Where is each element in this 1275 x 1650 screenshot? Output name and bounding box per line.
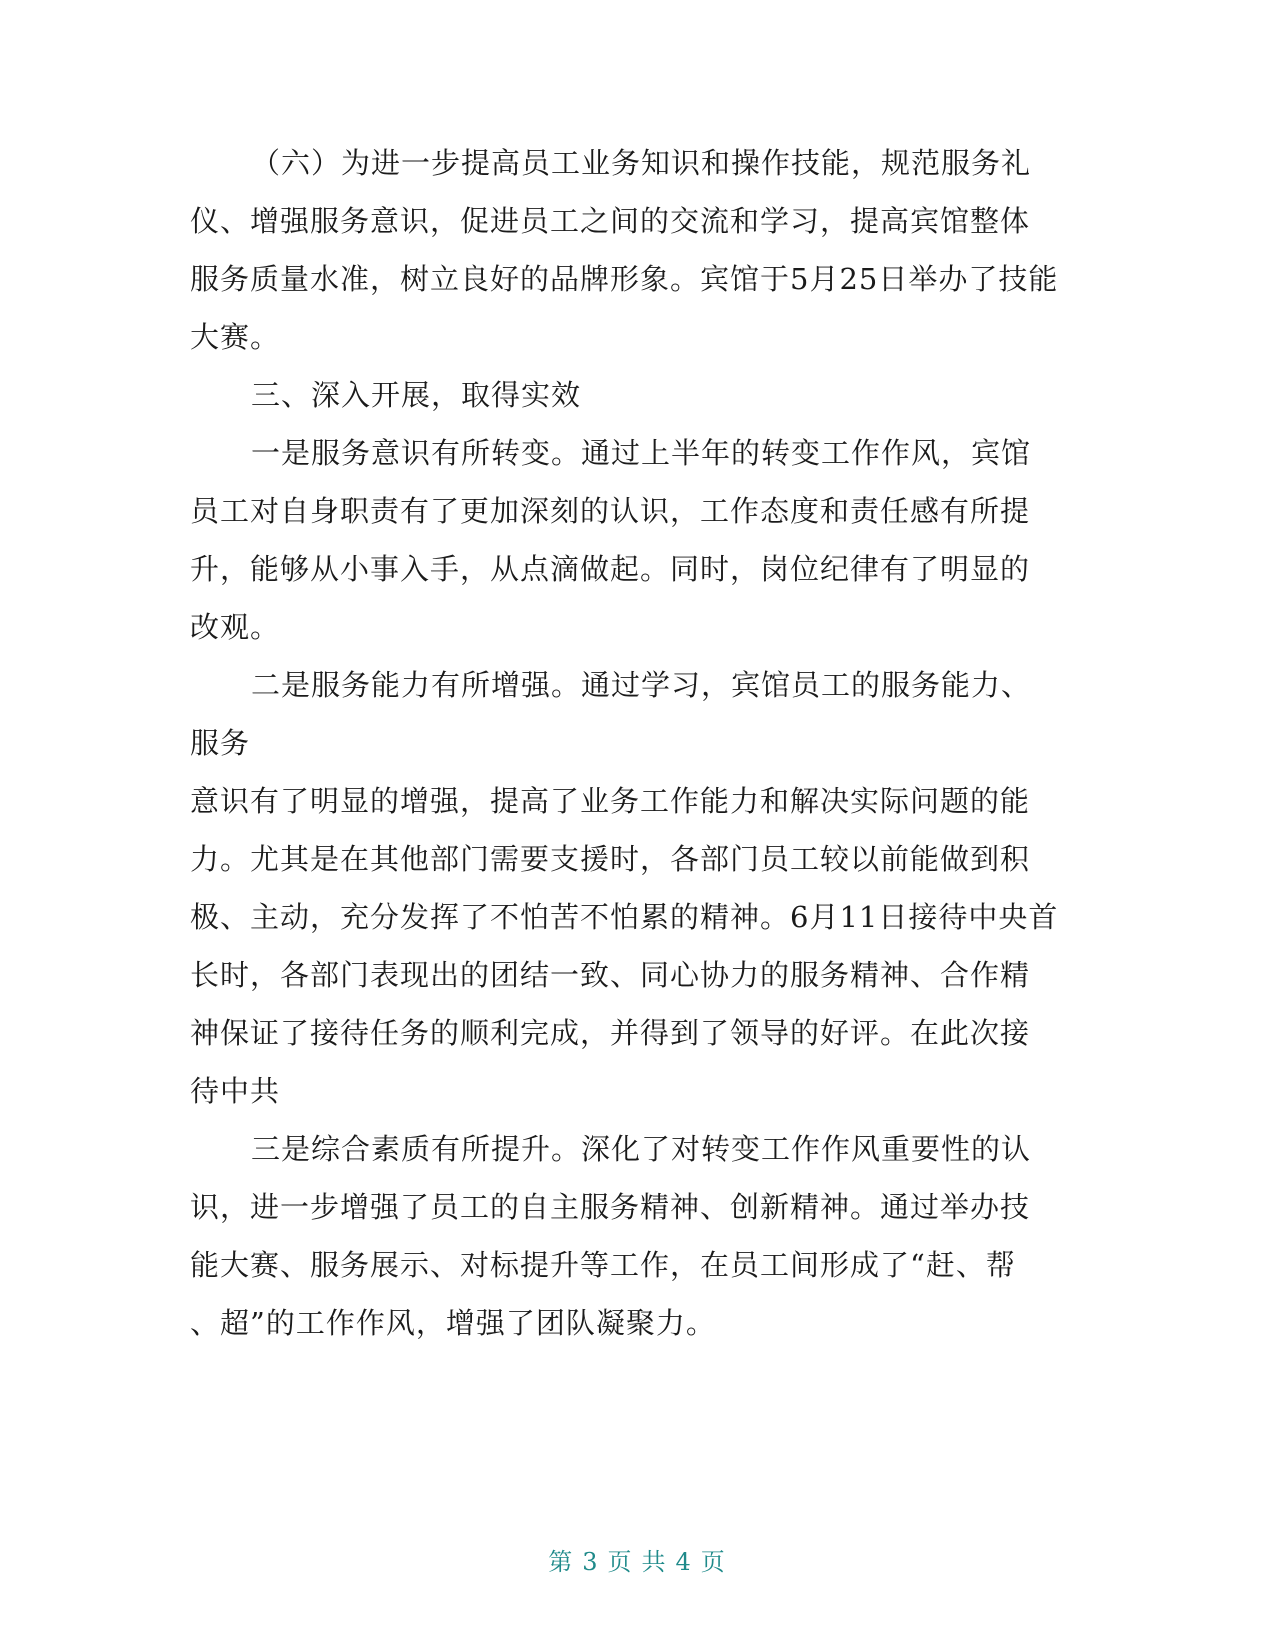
footer-suffix: 页	[700, 1548, 727, 1576]
paragraph-line: 待中共	[190, 1074, 281, 1108]
paragraph-line: 长时，各部门表现出的团结一致、同心协力的服务精神、合作精	[190, 958, 1031, 992]
paragraph-line: 改观。	[190, 610, 281, 644]
paragraph-line: 服务	[190, 726, 251, 760]
footer-page-word: 页	[607, 1548, 634, 1576]
paragraph-line: 意识有了明显的增强，提高了业务工作能力和解决实际问题的能	[190, 784, 1031, 818]
paragraph-line: 三是综合素质有所提升。深化了对转变工作作风重要性的认	[251, 1132, 1032, 1166]
section-heading: 三、深入开展，取得实效	[251, 378, 582, 412]
footer-current-page: 3	[582, 1548, 600, 1576]
paragraph-line: 仪、增强服务意识，促进员工之间的交流和学习，提高宾馆整体	[190, 204, 1031, 238]
paragraph-line: 力。尤其是在其他部门需要支援时，各部门员工较以前能做到积	[190, 842, 1031, 876]
footer-total-word: 共	[641, 1548, 668, 1576]
paragraph-line: 识，进一步增强了员工的自主服务精神、创新精神。通过举办技	[190, 1190, 1031, 1224]
paragraph-line: 、超”的工作作风，增强了团队凝聚力。	[190, 1306, 716, 1340]
paragraph-line: 神保证了接待任务的顺利完成，并得到了领导的好评。在此次接	[190, 1016, 1031, 1050]
paragraph-line: 一是服务意识有所转变。通过上半年的转变工作作风，宾馆	[251, 436, 1032, 470]
paragraph-line: 服务质量水准，树立良好的品牌形象。宾馆于5月25日举办了技能	[190, 262, 1059, 296]
footer-prefix: 第	[548, 1548, 575, 1576]
paragraph-line: 极、主动，充分发挥了不怕苦不怕累的精神。6月11日接待中央首	[190, 900, 1059, 934]
paragraph-line: 员工对自身职责有了更加深刻的认识，工作态度和责任感有所提	[190, 494, 1031, 528]
footer-total-pages: 4	[675, 1548, 693, 1576]
page-footer	[0, 1546, 1275, 1578]
paragraph-line: （六）为进一步提高员工业务知识和操作技能，规范服务礼	[251, 146, 1032, 180]
paragraph-line: 能大赛、服务展示、对标提升等工作，在员工间形成了“赶、帮	[190, 1248, 1016, 1282]
paragraph-line: 升，能够从小事入手，从点滴做起。同时，岗位纪律有了明显的	[190, 552, 1031, 586]
paragraph-line: 二是服务能力有所增强。通过学习，宾馆员工的服务能力、	[251, 668, 1032, 702]
paragraph-line: 大赛。	[190, 320, 281, 354]
